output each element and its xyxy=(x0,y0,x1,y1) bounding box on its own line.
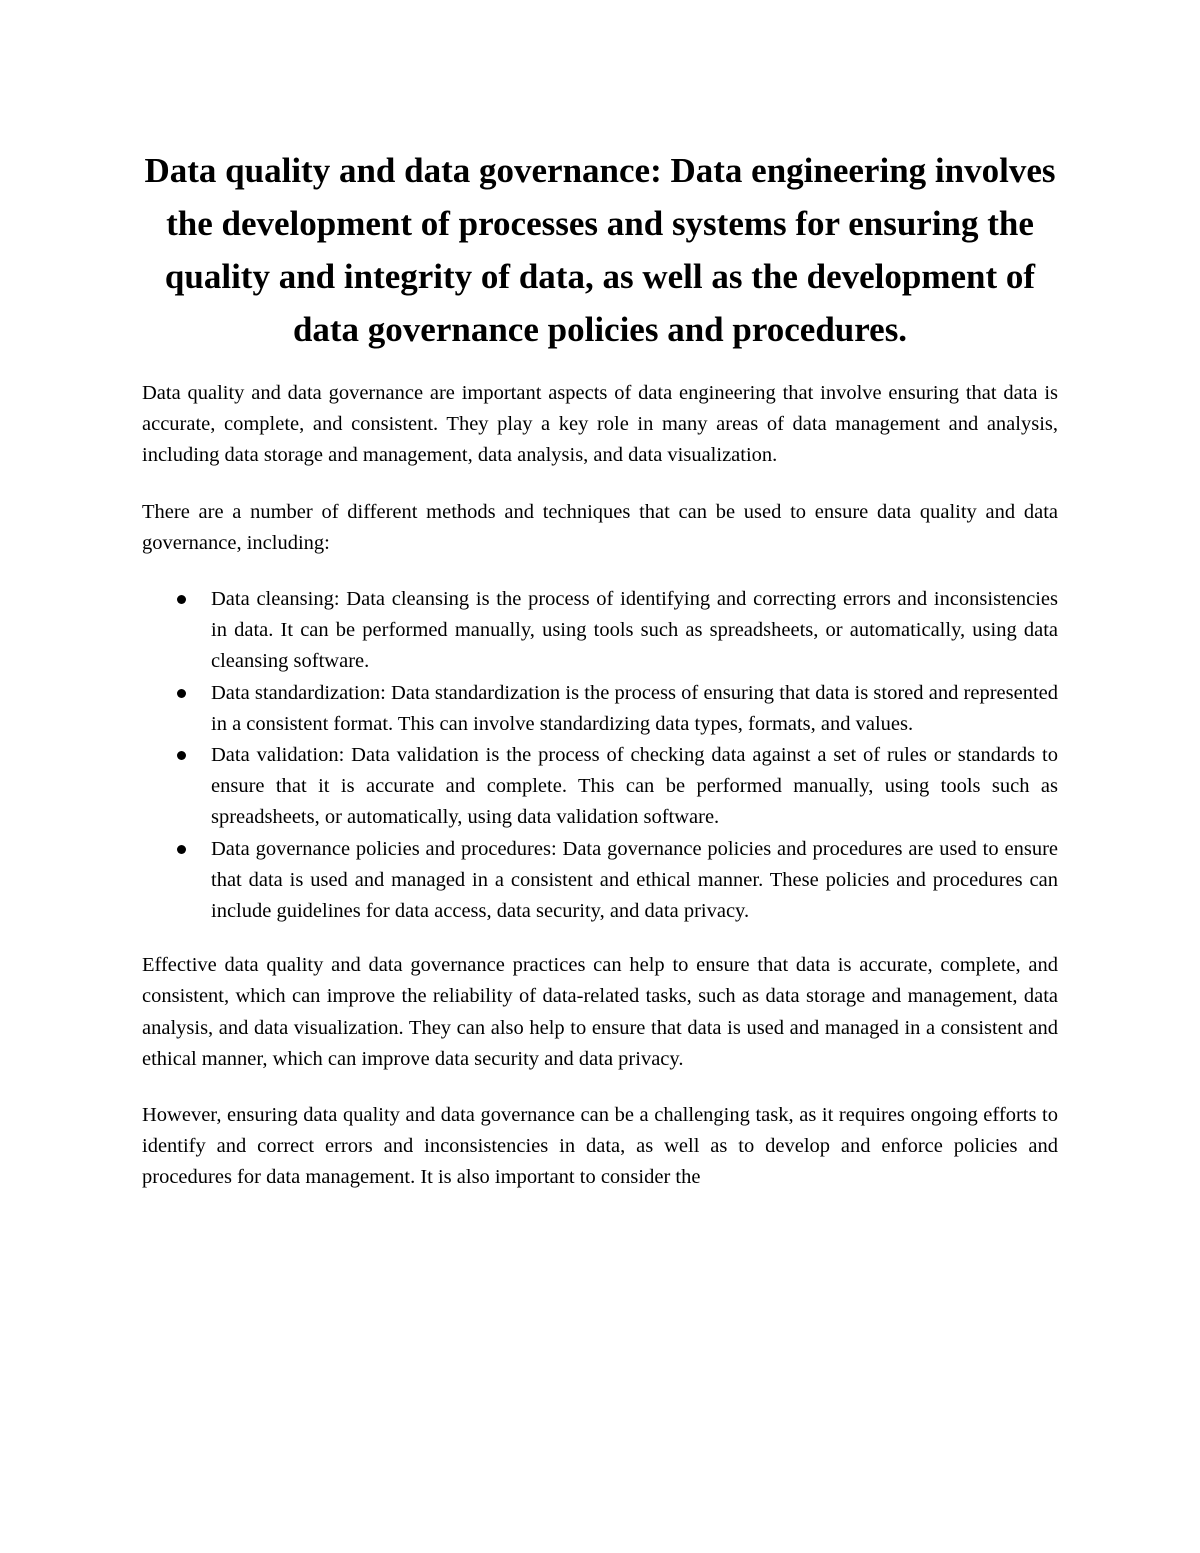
list-item-text: Data cleansing: Data cleansing is the process of identifying and correcting errors and inconsistencies in data. It can be performed manually, using tools such as spreadsheets, or automatically, using data cleansing software. xyxy=(211,588,1058,673)
list-item-text: Data governance policies and procedures: Data governance policies and procedures are used to ensure that data is used and managed in a consistent and ethical manner. These policies and procedures can include guidelines for data access, data security, and data privacy. xyxy=(211,837,1058,923)
list-item-data-standardization xyxy=(142,678,1058,740)
methods-list xyxy=(142,584,1058,927)
list-item-text: Data validation: Data validation is the process of checking data against a set of rules or standards to ensure that it is accurate and complete. This can be performed manually, using tools such as spreadsheets, or automatically, using data validation software. xyxy=(211,744,1058,829)
list-item-data-validation xyxy=(142,740,1058,834)
intro-paragraph: Data quality and data governance are important aspects of data engineering that involve ensuring that data is accurate, complete, and consistent. They play a key role in many areas of data management and analysis, including data storage and management, data analysis, and data visualization. xyxy=(142,382,1058,467)
effective-practices-paragraph: Effective data quality and data governance practices can help to ensure that data is accurate, complete, and consistent, which can improve the reliability of data-related tasks, such as data storage and management, data analysis, and data visualization. They can also help to ensure that data is used and managed in a consistent and ethical manner, which can improve data security and data privacy. xyxy=(142,954,1058,1070)
document-title: Data quality and data governance: Data engineering involves the development of processes and systems for ensuring the quality and integrity of data, as well as the development of data governance policies and procedures. xyxy=(144,151,1056,349)
bullet-icon xyxy=(177,751,186,760)
bullet-icon xyxy=(177,595,186,604)
bullet-icon xyxy=(177,689,186,698)
list-item-data-cleansing xyxy=(142,584,1058,678)
list-item-data-governance-policies xyxy=(142,834,1058,928)
list-item-text: Data standardization: Data standardization is the process of ensuring that data is stored and represented in a consistent format. This can involve standardizing data types, formats, and values. xyxy=(211,681,1058,735)
document-page xyxy=(142,144,1058,1219)
methods-intro-paragraph: There are a number of different methods and techniques that can be used to ensure data quality and data governance, including: xyxy=(142,500,1058,554)
challenges-paragraph: However, ensuring data quality and data governance can be a challenging task, as it requires ongoing efforts to identify and correct errors and inconsistencies in data, as well as to develop and enforce policies and procedures for data management. It is also important to consider the xyxy=(142,1104,1058,1189)
bullet-icon xyxy=(177,845,186,854)
